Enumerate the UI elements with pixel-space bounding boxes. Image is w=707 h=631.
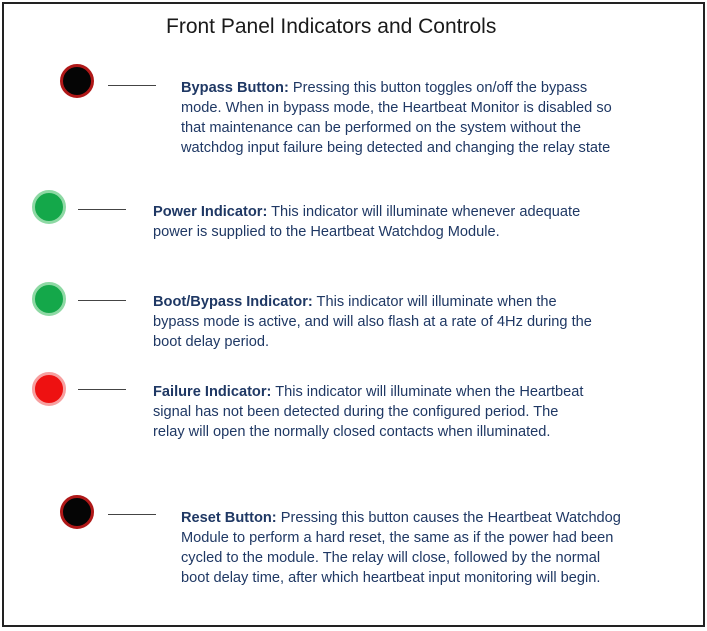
item-text: boot delay time, after which heartbeat input monitoring will begin. <box>181 570 601 586</box>
item-text: watchdog input failure being detected and changing the relay state <box>181 140 611 156</box>
reset-button-description <box>181 508 621 588</box>
item-text: that maintenance can be performed on the system without the <box>181 120 581 136</box>
item-label: Bypass Button: <box>181 80 289 96</box>
failure-indicator-description <box>153 382 583 442</box>
item-label: Power Indicator: <box>153 204 268 220</box>
connector-line <box>78 300 126 301</box>
item-text: mode. When in bypass mode, the Heartbeat Monitor is disabled so <box>181 100 612 116</box>
failure-led-icon <box>32 372 66 406</box>
item-text: Pressing this button causes the Heartbeat Watchdog <box>280 510 621 526</box>
item-text: Pressing this button toggles on/off the bypass <box>292 80 588 96</box>
bypass-button-description <box>181 78 612 158</box>
bypass-button-icon <box>60 64 94 98</box>
item-text: signal has not been detected during the configured period. The <box>153 404 559 420</box>
item-text: This indicator will illuminate when the Heartbeat <box>275 384 584 400</box>
connector-line <box>78 209 126 210</box>
item-text: cycled to the module. The relay will close, followed by the normal <box>181 550 601 566</box>
connector-line <box>108 85 156 86</box>
item-text: relay will open the normally closed contacts when illuminated. <box>153 424 551 440</box>
boot-bypass-indicator-description <box>153 292 592 352</box>
item-text: bypass mode is active, and will also flash at a rate of 4Hz during the <box>153 314 592 330</box>
boot-bypass-led-icon <box>32 282 66 316</box>
item-text: boot delay period. <box>153 334 270 350</box>
connector-line <box>108 514 156 515</box>
connector-line <box>78 389 126 390</box>
item-text: This indicator will illuminate whenever adequate <box>271 204 581 220</box>
item-text: This indicator will illuminate when the <box>316 294 557 310</box>
page-title: Front Panel Indicators and Controls <box>166 15 497 38</box>
item-label: Failure Indicator: <box>153 384 272 400</box>
item-label: Boot/Bypass Indicator: <box>153 294 313 310</box>
item-text: Module to perform a hard reset, the same as if the power had been <box>181 530 614 546</box>
item-text: power is supplied to the Heartbeat Watchdog Module. <box>153 224 500 240</box>
reset-button-icon <box>60 495 94 529</box>
power-led-icon <box>32 190 66 224</box>
power-indicator-description <box>153 202 580 242</box>
item-label: Reset Button: <box>181 510 277 526</box>
